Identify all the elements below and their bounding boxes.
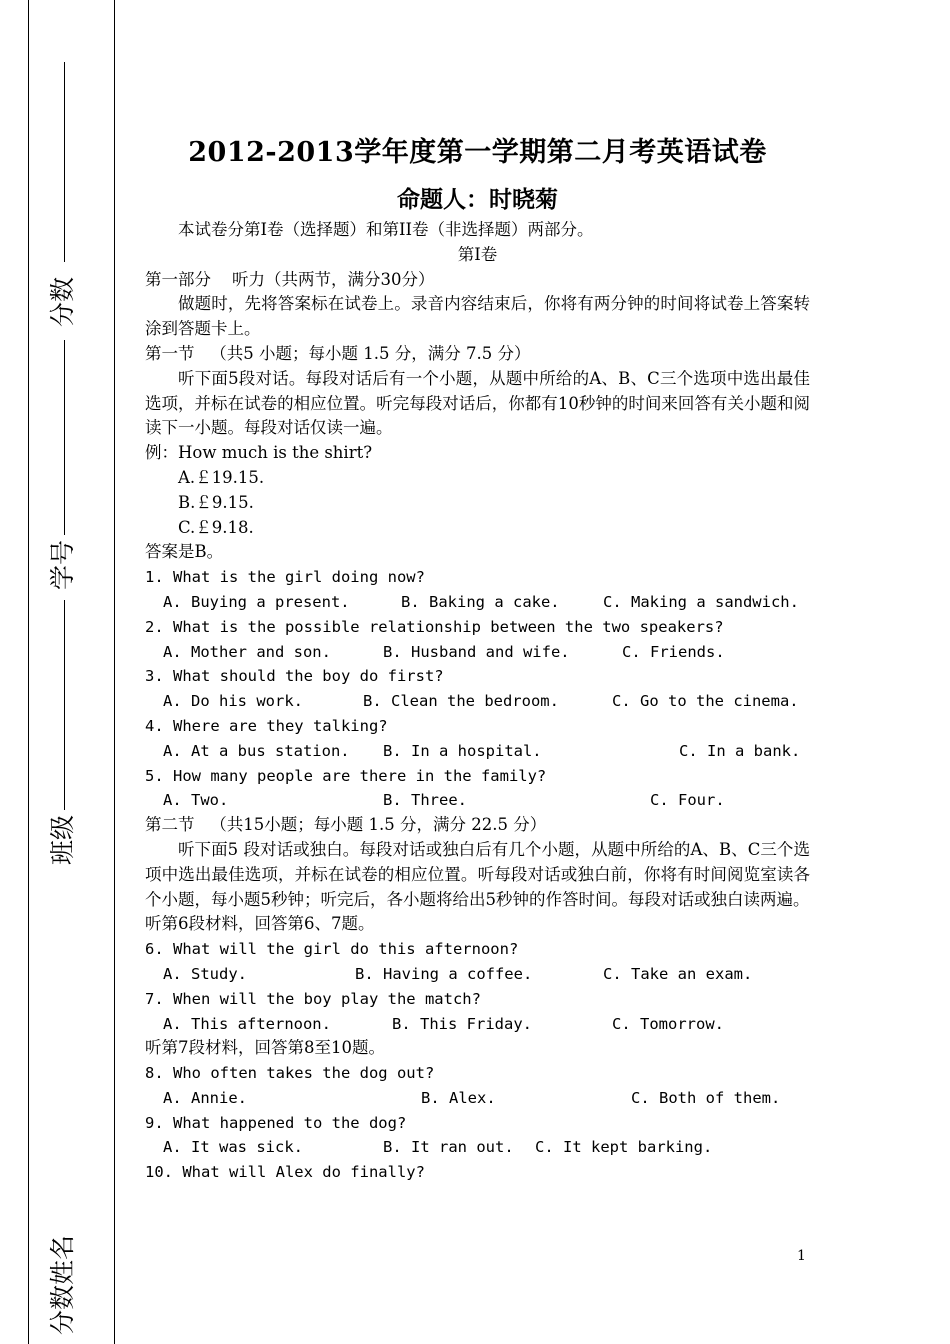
question-10: 10. What will Alex do finally? (145, 1163, 425, 1182)
option-c: C. Both of them. (631, 1088, 781, 1107)
question-7: 7. When will the boy play the match? (145, 989, 481, 1008)
example-option-c: C.￡9.18. (178, 517, 254, 537)
question-5: 5. How many people are there in the family? (145, 766, 547, 785)
section-one-heading: 第一节 （共5 小题；每小题 1.5 分，满分 7.5 分） (145, 343, 531, 363)
example-answer: 答案是B。 (145, 542, 224, 562)
option-a: A. It was sick. (163, 1138, 303, 1157)
binding-outer-line (28, 0, 29, 1344)
option-c: C. Four. (650, 791, 725, 810)
page-number: 1 (797, 1248, 806, 1264)
class-label: 班级 (48, 814, 77, 865)
question-3-options (145, 689, 810, 714)
score-blank-line (64, 62, 65, 262)
score-label: 分数 (48, 276, 77, 327)
option-b: B. Having a coffee. (355, 964, 533, 983)
option-a: A. Two. (163, 791, 229, 810)
option-a: A. Annie. (163, 1088, 247, 1107)
student-id-label: 学号 (48, 539, 77, 590)
section-two-heading: 第二节 （共15小题；每小题 1.5 分，满分 22.5 分） (145, 815, 547, 835)
question-5-options (145, 788, 810, 813)
option-c: C. Take an exam. (603, 964, 753, 983)
question-7-options (145, 1012, 810, 1037)
question-6-options (145, 962, 810, 987)
option-a: A. At a bus station. (163, 741, 350, 760)
section-one-instructions: 听下面5段对话。每段对话后有一个小题，从题中所给的A、B、C三个选项中选出最佳选项，并标在试卷的相应位置。听完每段对话后，你都有10秒钟的时间来回答有关小题和阅读下一小题。每段对话仅读一遍。 (145, 368, 810, 438)
question-1-options (145, 590, 810, 615)
page-title: 2012-2013学年度第一学期第二月考英语试卷 (188, 137, 767, 168)
option-c: C. Making a sandwich. (603, 592, 799, 611)
part-one-heading: 第一部分 听力（共两节，满分30分） (145, 269, 435, 289)
binding-inner-line (114, 0, 115, 1344)
option-b: B. It ran out. (383, 1138, 514, 1157)
option-c: C. Tomorrow. (612, 1014, 724, 1033)
question-4-options (145, 739, 810, 764)
option-a: A. Do his work. (163, 692, 303, 711)
question-3: 3. What should the boy do first? (145, 667, 444, 686)
structure-note: 本试卷分第I卷（选择题）和第II卷（非选择题）两部分。 (178, 220, 594, 239)
material-6-note: 听第6段材料，回答第6、7题。 (145, 914, 375, 934)
option-a: A. Mother and son. (163, 642, 331, 661)
example-question: 例：How much is the shirt? (145, 443, 373, 463)
question-8-options (145, 1086, 810, 1111)
question-1: 1. What is the girl doing now? (145, 568, 425, 587)
score-name-label: 分数姓名 (48, 1235, 77, 1336)
binding-strip (0, 0, 115, 1344)
option-b: B. Husband and wife. (383, 642, 570, 661)
question-4: 4. Where are they talking? (145, 716, 388, 735)
part-one-instructions: 做题时，先将答案标在试卷上。录音内容结束后，你将有两分钟的时间将试卷上答案转涂到答题卡上。 (145, 294, 810, 339)
class-blank-line (64, 600, 65, 810)
question-2-options (145, 640, 810, 665)
option-a: A. Study. (163, 964, 247, 983)
option-c: C. Go to the cinema. (612, 692, 799, 711)
option-c: C. In a bank. (679, 741, 801, 760)
question-9: 9. What happened to the dog? (145, 1113, 407, 1132)
option-b: B. Three. (383, 791, 467, 810)
option-c: C. It kept barking. (535, 1138, 713, 1157)
option-b: B. Alex. (421, 1088, 496, 1107)
option-c: C. Friends. (622, 642, 725, 661)
section-two-instructions: 听下面5 段对话或独白。每段对话或独白后有几个小题，从题中所给的A、B、C三个选项中选出最佳选项，并标在试卷的相应位置。听每段对话或独白前，你将有时间阅览室读各个小题，每小题5秒钟；听完后，各小题将给出5秒钟的作答时间。每段对话或独白读两遍。 (145, 839, 810, 909)
example-option-b: B.￡9.15. (178, 492, 254, 512)
option-b: B. In a hospital. (383, 741, 542, 760)
question-8: 8. Who often takes the dog out? (145, 1064, 435, 1083)
option-b: B. Baking a cake. (401, 592, 560, 611)
option-b: B. Clean the bedroom. (363, 692, 559, 711)
student-id-blank-line (64, 340, 65, 535)
question-6: 6. What will the girl do this afternoon? (145, 940, 519, 959)
option-b: B. This Friday. (392, 1014, 532, 1033)
volume-label: 第I卷 (457, 244, 498, 264)
example-option-a: A.￡19.15. (178, 467, 265, 487)
option-a: A. This afternoon. (163, 1014, 331, 1033)
question-2: 2. What is the possible relationship between the two speakers? (145, 617, 724, 636)
material-7-note: 听第7段材料，回答第8至10题。 (145, 1038, 385, 1058)
option-a: A. Buying a present. (163, 592, 350, 611)
question-9-options (145, 1135, 810, 1160)
exam-page (145, 130, 810, 1185)
author-line: 命题人：时晓菊 (397, 186, 558, 213)
